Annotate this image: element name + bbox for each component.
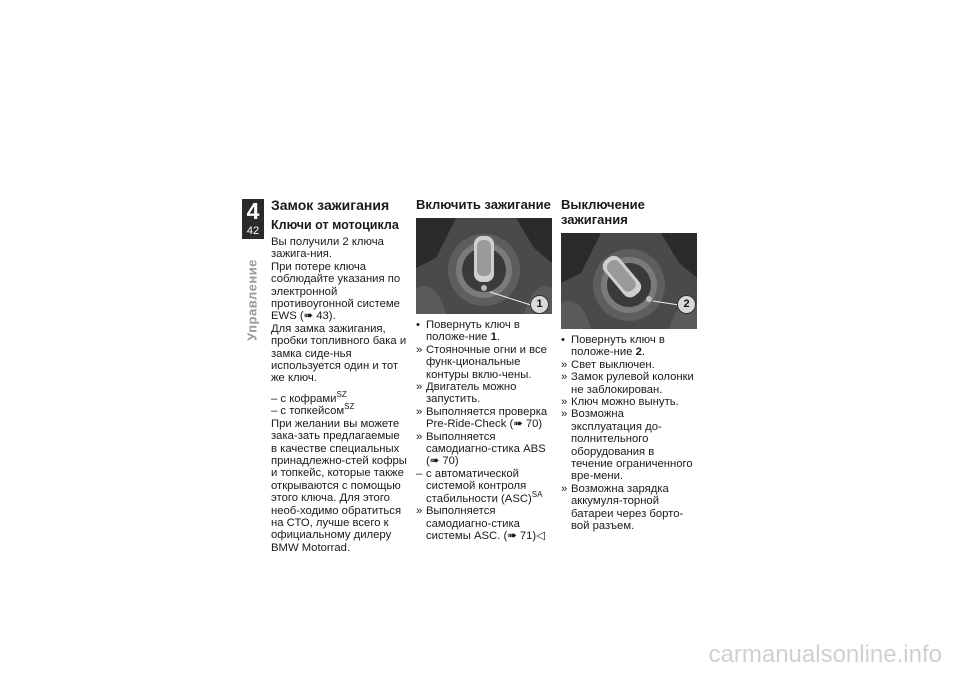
list-superscript: SA xyxy=(531,489,543,499)
list-marker: » xyxy=(561,482,568,495)
paragraph: Вы получили 2 ключа зажига-ния. xyxy=(271,236,384,261)
list-text: Двигатель можно запустить. xyxy=(426,381,517,406)
list-marker: » xyxy=(561,371,568,384)
callout-number: 1 xyxy=(530,295,549,314)
list-text: Замок рулевой колонки не заблокирован. xyxy=(571,371,694,396)
paragraph: При желании вы можете зака-зать предлагаемые в качестве специальных принадлежно-стей кофры и топкейс, которые также открываются с помощью этого ключа. Для этого необ-ходимо обратиться на СТО, лучше всего к официальному дилеру BMW Motorrad. xyxy=(271,417,407,554)
list-item xyxy=(416,319,552,344)
list-item xyxy=(416,381,552,406)
list-text: Повернуть ключ в положе-ние xyxy=(426,319,520,344)
watermark: carmanualsonline.info xyxy=(708,641,942,668)
section-title: Замок зажигания xyxy=(271,197,390,213)
list-text: Повернуть ключ в положе-ние xyxy=(571,334,665,359)
column-ignition-off xyxy=(561,197,697,533)
list-tail: . xyxy=(641,346,646,359)
option-superscript: SZ xyxy=(344,402,355,412)
list-marker: • xyxy=(416,319,420,331)
page-number: 42 xyxy=(246,225,260,237)
list-item xyxy=(416,468,552,505)
list-text: Выполняется проверка Pre-Ride-Check (➠ 70) xyxy=(426,405,548,431)
list-item xyxy=(561,408,697,482)
list-text: с автоматической системой контроля стабильности (ASC) xyxy=(426,467,532,505)
chapter-number: 4 xyxy=(246,198,260,224)
list-marker: » xyxy=(416,343,423,356)
list-item xyxy=(561,483,697,533)
chapter-marker xyxy=(242,199,264,239)
list-text: Стояночные огни и все функ-циональные контуры вклю-чены. xyxy=(426,343,547,381)
option-text: – с топкейсом xyxy=(271,405,345,418)
list-text: Выполняется самодиагно-стика ABS (➠ 70) xyxy=(426,430,546,468)
list-item xyxy=(561,334,697,359)
list-item xyxy=(416,344,552,381)
option-line xyxy=(271,389,407,405)
list-marker: » xyxy=(416,430,423,443)
option-text: – с кофрами xyxy=(271,392,337,405)
ignition-on-photo xyxy=(416,218,552,314)
ignition-off-photo xyxy=(561,233,697,329)
list-item xyxy=(561,359,697,371)
paragraph: При потере ключа соблюдайте указания по электронной противоугонной системе EWS (➠ 43). xyxy=(271,260,401,323)
column-ignition-lock xyxy=(271,197,407,554)
section-title: Выключение зажигания xyxy=(561,197,645,227)
list-text: Возможна эксплуатация до-полнительного оборудования в течение ограниченного вре-мени. xyxy=(571,408,693,483)
ignition-switch-illustration xyxy=(561,233,697,329)
subsection-title: Ключи от мотоцикла xyxy=(271,218,399,232)
column-ignition-on xyxy=(416,197,552,542)
list-item xyxy=(416,406,552,431)
step-list xyxy=(561,334,697,533)
list-text: Свет выключен. xyxy=(571,358,655,371)
list-tail: . xyxy=(496,331,501,344)
step-list xyxy=(416,319,552,542)
list-bold: 2 xyxy=(635,346,642,359)
list-item xyxy=(561,396,697,408)
paragraph: Для замка зажигания, пробки топливного бака и замка сиде-нья используется один и тот же ключ. xyxy=(271,322,407,385)
list-item xyxy=(416,505,552,542)
list-marker: – xyxy=(416,467,423,480)
list-marker: » xyxy=(561,358,568,371)
list-item xyxy=(561,371,697,396)
list-item xyxy=(416,431,552,468)
list-marker: » xyxy=(416,505,423,518)
section-title: Включить зажигание xyxy=(416,197,551,212)
list-text: Ключ можно вынуть. xyxy=(571,396,679,409)
section-side-label: Управление xyxy=(244,259,260,341)
list-marker: » xyxy=(416,381,423,394)
list-text: Выполняется самодиагно-стика системы ASC. (➠ 71)◁ xyxy=(426,505,545,542)
list-text: Возможна зарядка аккумуля-торной батареи через борто-вой разъем. xyxy=(571,482,684,533)
list-bold: 1 xyxy=(490,331,497,344)
option-superscript: SZ xyxy=(336,389,347,399)
list-marker: » xyxy=(561,408,568,421)
option-line xyxy=(271,402,407,418)
callout-number: 2 xyxy=(677,295,696,314)
list-marker: • xyxy=(561,334,565,346)
list-marker: » xyxy=(561,396,568,409)
list-marker: » xyxy=(416,405,423,418)
